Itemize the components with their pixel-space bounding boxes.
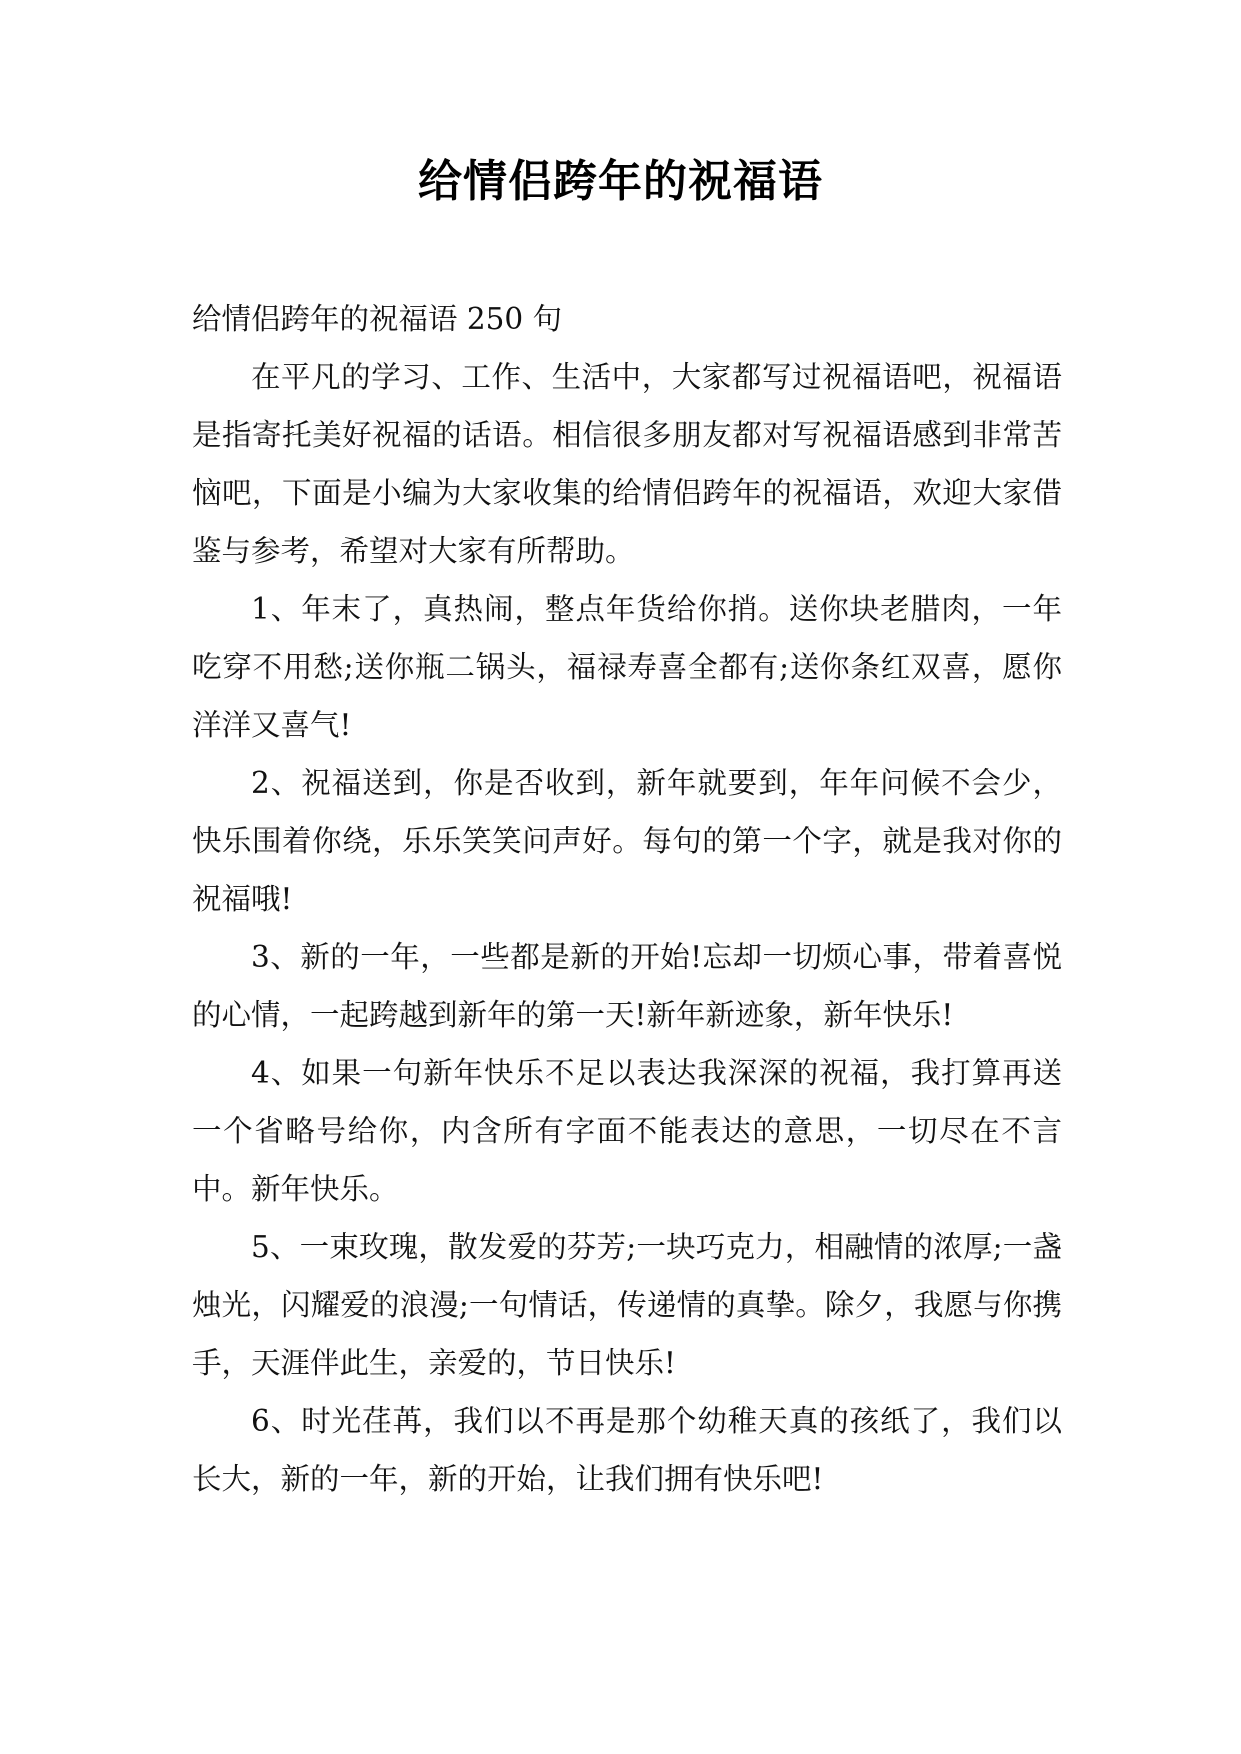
document-title: 给情侣跨年的祝福语 [418,156,823,207]
blessing-item-5: 5、一束玫瑰，散发爱的芬芳;一块巧克力，相融情的浓厚;一盏烛光，闪耀爱的浪漫;一句情话，传递情的真挚。除夕，我愿与你携手，天涯伴此生，亲爱的，节日快乐! [192,1230,1062,1380]
blessing-item-2: 2、祝福送到，你是否收到，新年就要到，年年问候不会少，快乐围着你绕，乐乐笑笑问声好。每句的第一个字，就是我对你的祝福哦! [192,766,1062,916]
blessing-item-6: 6、时光荏苒，我们以不再是那个幼稚天真的孩纸了，我们以长大，新的一年，新的开始，让我们拥有快乐吧! [192,1404,1062,1496]
document-body [192,290,1062,1508]
blessing-item-3: 3、新的一年，一些都是新的开始!忘却一切烦心事，带着喜悦的心情，一起跨越到新年的第一天!新年新迹象，新年快乐! [192,940,1062,1032]
blessing-item-1: 1、年末了，真热闹，整点年货给你捎。送你块老腊肉，一年吃穿不用愁;送你瓶二锅头，福禄寿喜全都有;送你条红双喜，愿你洋洋又喜气! [192,592,1062,742]
document-subtitle: 给情侣跨年的祝福语 250 句 [192,302,563,336]
intro-paragraph: 在平凡的学习、工作、生活中，大家都写过祝福语吧，祝福语是指寄托美好祝福的话语。相信很多朋友都对写祝福语感到非常苦恼吧，下面是小编为大家收集的给情侣跨年的祝福语，欢迎大家借鉴与参考，希望对大家有所帮助。 [192,360,1062,568]
blessing-item-4: 4、如果一句新年快乐不足以表达我深深的祝福，我打算再送一个省略号给你，内含所有字面不能表达的意思，一切尽在不言中。新年快乐。 [192,1056,1062,1206]
